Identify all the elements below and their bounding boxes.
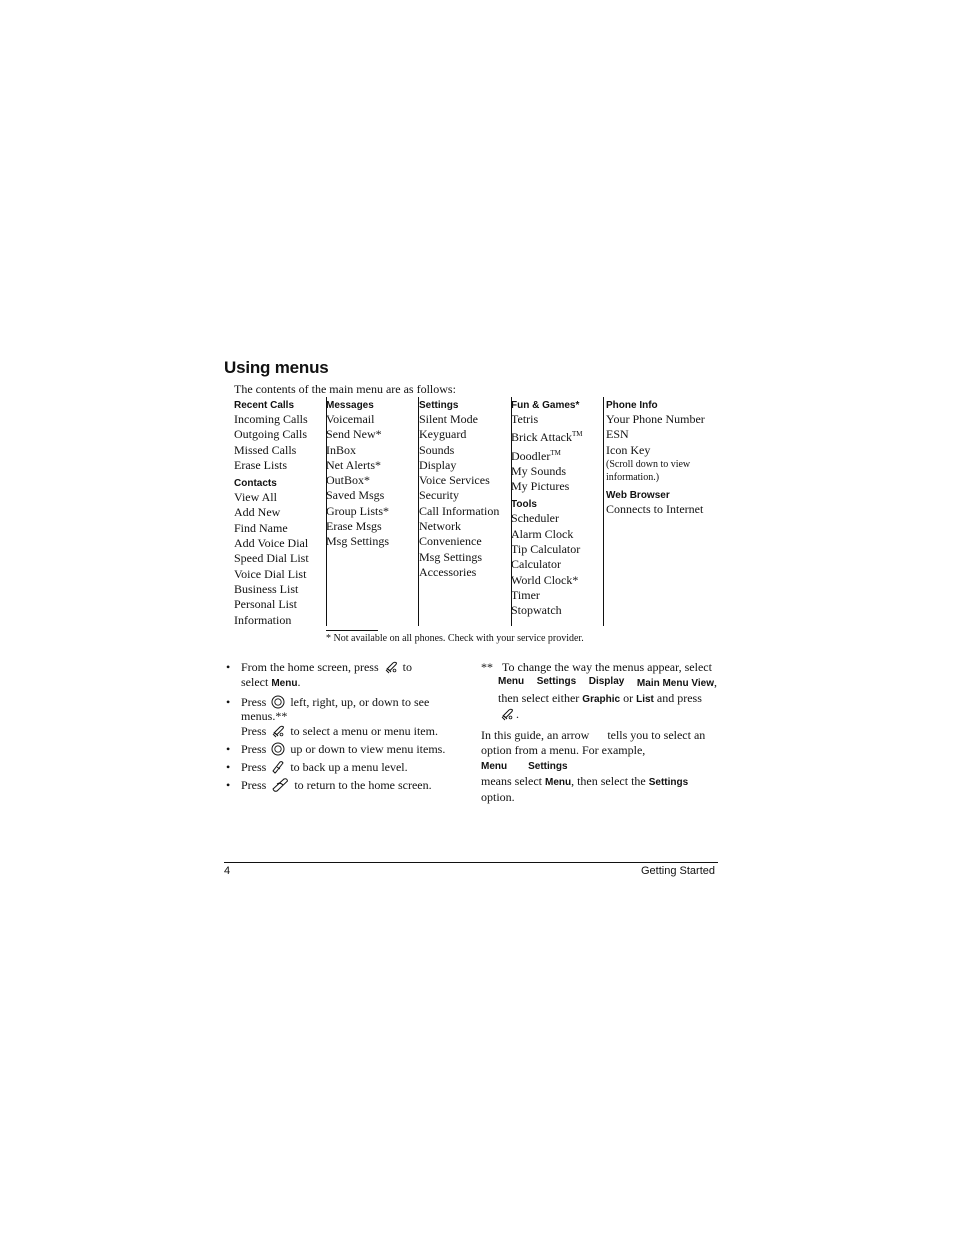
list-item: Add Voice Dial bbox=[234, 536, 309, 551]
ok-key-icon bbox=[500, 707, 514, 721]
list-item: Personal List bbox=[234, 597, 297, 612]
list-item: • From the home screen, press to select Menu. bbox=[226, 660, 412, 689]
trademark-mark: TM bbox=[571, 430, 583, 439]
footnote-rule bbox=[326, 630, 378, 631]
path-step: Main Menu View, bbox=[636, 675, 717, 689]
list-item: • Press to return to the home screen. bbox=[226, 777, 432, 792]
ok-key-icon bbox=[271, 724, 285, 738]
menu-notes bbox=[481, 660, 717, 805]
list-item: OutBox* bbox=[326, 473, 371, 488]
list-item: Erase Msgs bbox=[326, 519, 382, 534]
footer-rule bbox=[224, 862, 718, 863]
list-item: Network bbox=[419, 519, 461, 534]
trademark-mark: TM bbox=[550, 448, 561, 457]
end-key-icon bbox=[271, 778, 289, 792]
list-item: Outgoing Calls bbox=[234, 427, 308, 442]
path-step: Settings bbox=[536, 676, 577, 687]
menu-path bbox=[481, 675, 717, 691]
list-item: Tetris bbox=[511, 412, 539, 426]
list-item: Send New* bbox=[326, 427, 382, 442]
list-item: Timer bbox=[511, 587, 540, 602]
nav-key-icon bbox=[271, 742, 285, 756]
list-item: View All bbox=[234, 490, 277, 505]
list-item: • Press up or down to view menu items. bbox=[226, 741, 446, 756]
list-item: Convenience bbox=[419, 534, 482, 549]
list-item: Display bbox=[419, 457, 457, 472]
list-item: Speed Dial List bbox=[234, 551, 309, 566]
list-item: Alarm Clock bbox=[511, 526, 574, 541]
list-item: Sounds bbox=[419, 442, 455, 457]
footnote: * Not available on all phones. Check with your service provider. bbox=[326, 633, 584, 644]
column-heading: Fun & Games* bbox=[511, 400, 580, 411]
column-heading: Phone Info bbox=[606, 400, 658, 411]
list-item: Business List bbox=[234, 581, 299, 596]
menu-column-messages bbox=[326, 397, 419, 626]
list-item: Voice Dial List bbox=[234, 566, 307, 581]
list-item: Net Alerts* bbox=[326, 457, 381, 472]
chapter-title: Getting Started bbox=[641, 865, 715, 877]
list-item: Icon Key bbox=[606, 442, 651, 457]
list-item: Erase Lists bbox=[234, 457, 287, 472]
list-item: Silent Mode bbox=[419, 412, 478, 426]
list-item: Your Phone Number bbox=[606, 412, 705, 426]
list-item: Group Lists* bbox=[326, 503, 389, 518]
list-item: Add New bbox=[234, 505, 281, 520]
list-item: Find Name bbox=[234, 520, 288, 535]
list-item: Connects to Internet bbox=[606, 501, 704, 516]
list-item: Brick Attack™ bbox=[511, 430, 583, 445]
list-item: Security bbox=[419, 488, 459, 503]
bullet-icon: • bbox=[226, 694, 231, 709]
menu-column-recent-calls bbox=[234, 397, 327, 626]
bullet-icon: • bbox=[226, 741, 231, 756]
list-item: Scheduler bbox=[511, 511, 559, 526]
list-item: ESN bbox=[606, 427, 629, 442]
column-heading: Messages bbox=[326, 400, 374, 411]
column-subheading: Tools bbox=[511, 499, 537, 511]
list-item: • Press to back up a menu level. bbox=[226, 759, 408, 774]
bullet-icon: • bbox=[226, 660, 231, 674]
page-title: Using menus bbox=[224, 358, 329, 377]
instruction-list bbox=[226, 660, 476, 796]
list-item: Tip Calculator bbox=[511, 542, 581, 557]
scroll-note: (Scroll down to view information.) bbox=[606, 458, 691, 484]
column-subheading: Contacts bbox=[234, 478, 277, 490]
path-step: Display bbox=[588, 676, 625, 687]
list-item: Msg Settings bbox=[326, 534, 390, 549]
menu-column-phone-info bbox=[606, 397, 714, 517]
list-item: My Pictures bbox=[511, 479, 570, 494]
column-heading: Settings bbox=[419, 400, 459, 411]
list-item: Incoming Calls bbox=[234, 412, 308, 426]
ok-key-icon bbox=[384, 660, 398, 674]
list-item: Voice Services bbox=[419, 473, 490, 488]
list-item: Msg Settings bbox=[419, 549, 483, 564]
intro-text: The contents of the main menu are as follows: bbox=[234, 382, 456, 396]
path-step: Menu bbox=[498, 676, 525, 687]
list-item: Doodler™ bbox=[511, 448, 561, 463]
list-item: Saved Msgs bbox=[326, 488, 385, 503]
page-number: 4 bbox=[224, 865, 231, 877]
list-item: Accessories bbox=[419, 564, 477, 579]
guide-paragraph: In this guide, an arrow tells you to select an option from a menu. For example, Menu Settings means select Menu, then select the Settings option. bbox=[481, 728, 706, 804]
nav-key-icon bbox=[271, 695, 285, 709]
list-item: InBox bbox=[326, 442, 356, 457]
list-item: Calculator bbox=[511, 557, 561, 572]
column-subheading: Web Browser bbox=[606, 489, 670, 501]
list-item: Call Information bbox=[419, 503, 500, 518]
column-heading: Recent Calls bbox=[234, 400, 295, 411]
bullet-icon: • bbox=[226, 777, 231, 792]
note-line: then select either Graphic or List and press . bbox=[498, 691, 702, 721]
list-item: Stopwatch bbox=[511, 603, 562, 618]
menu-column-fun-games bbox=[511, 397, 604, 626]
list-item: • Press left, right, up, or down to see menus.** Press to select a menu or menu item. bbox=[226, 694, 438, 738]
list-item: Keyguard bbox=[419, 427, 467, 442]
list-item: My Sounds bbox=[511, 463, 567, 478]
list-item: Voicemail bbox=[326, 412, 375, 426]
note-line: ** To change the way the menus appear, select bbox=[481, 660, 712, 674]
list-item: Information bbox=[234, 612, 292, 627]
list-item: Missed Calls bbox=[234, 442, 297, 457]
clear-key-icon bbox=[271, 760, 285, 774]
list-item: World Clock* bbox=[511, 572, 579, 587]
bullet-icon: • bbox=[226, 759, 231, 774]
menu-column-settings bbox=[419, 397, 512, 626]
